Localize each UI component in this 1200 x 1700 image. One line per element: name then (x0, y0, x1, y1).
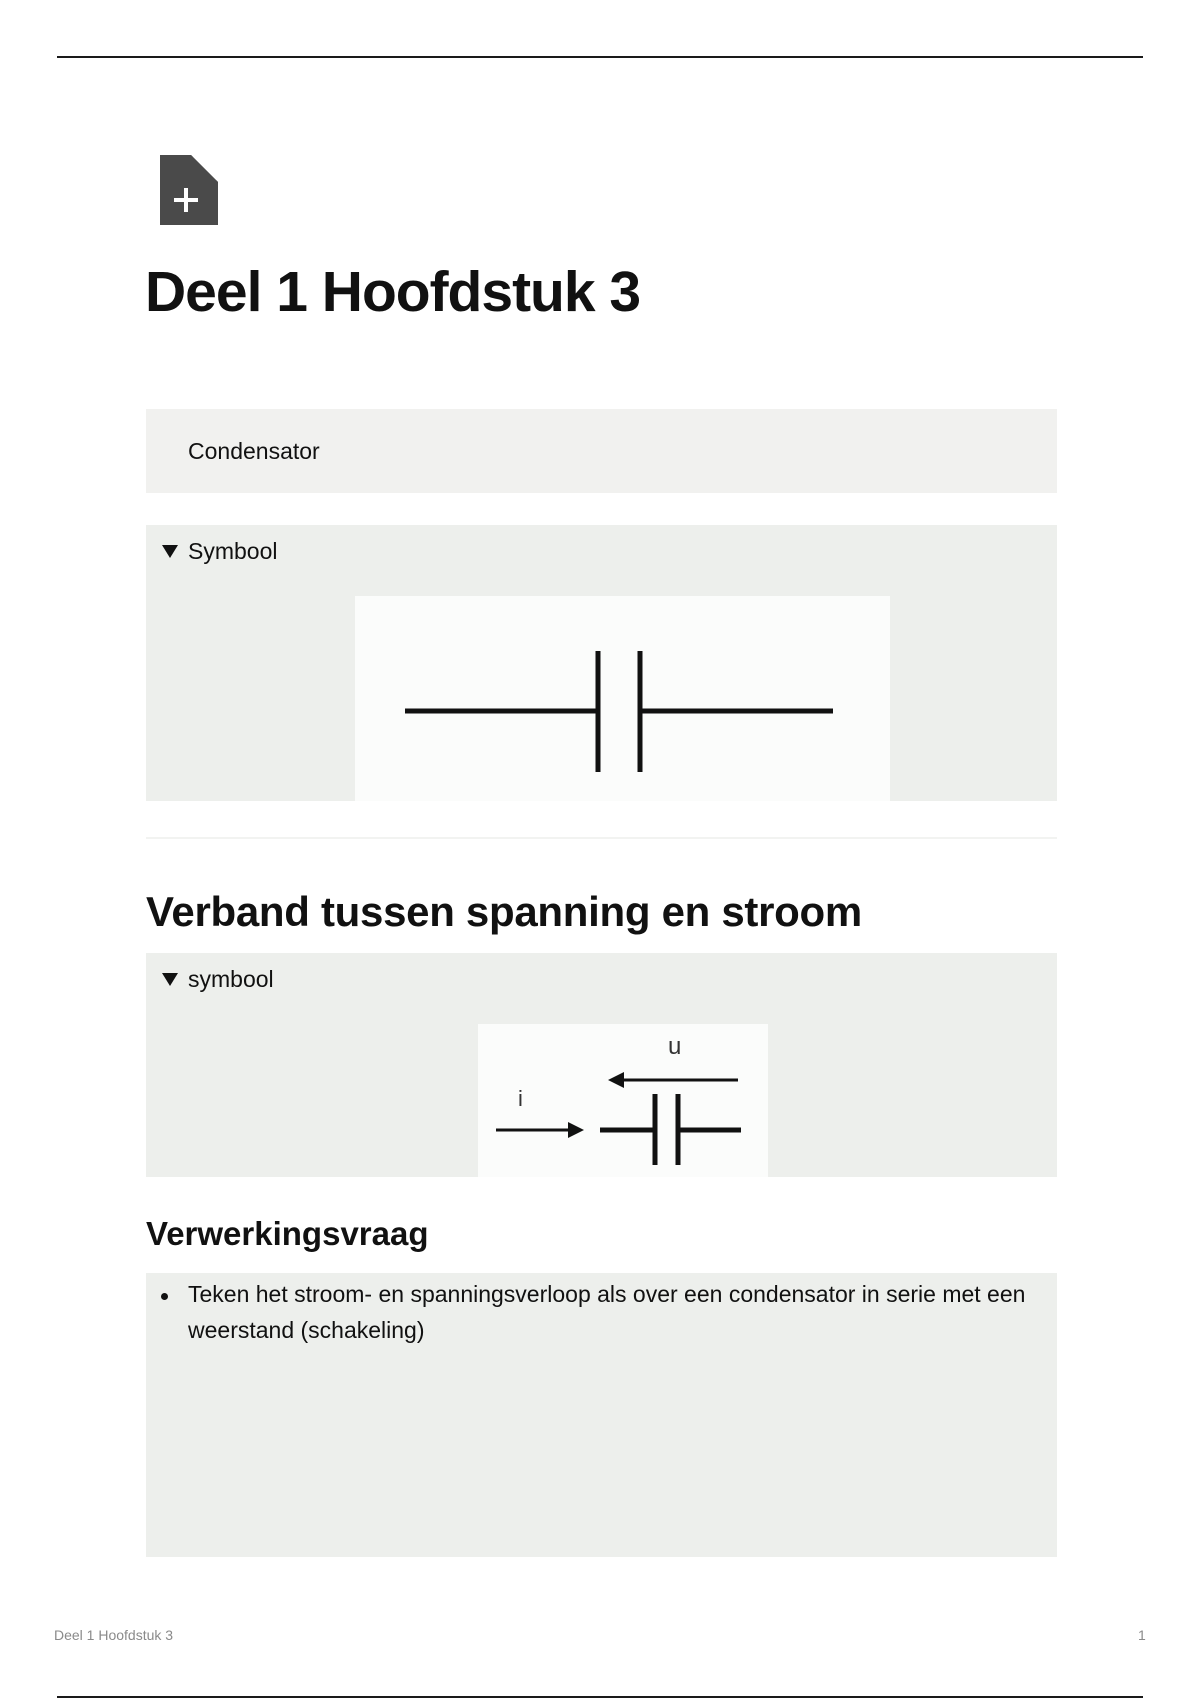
toggle-header[interactable] (162, 965, 274, 993)
callout-text: Condensator (188, 438, 320, 464)
document-add-icon[interactable] (160, 155, 218, 225)
top-rule (57, 56, 1143, 58)
toggle-block-symbool-2 (146, 953, 1057, 1177)
current-label: i (518, 1086, 523, 1111)
bullet-text: Teken het stroom- en spanningsverloop als over een condensator in serie met een weerstand (schakeling) (188, 1281, 1026, 1343)
section-heading: Verband tussen spanning en stroom (146, 888, 862, 935)
toggle-triangle-icon[interactable] (162, 545, 178, 558)
toggle-label: Symbool (188, 538, 278, 564)
bullet-dot (161, 1293, 168, 1300)
toggle-block-symbool (146, 525, 1057, 801)
toggle-header[interactable] (162, 537, 277, 565)
question-block (146, 1273, 1057, 1557)
toggle-label: symbool (188, 966, 274, 992)
divider (146, 837, 1057, 839)
footer-page-number: 1 (1138, 1627, 1146, 1643)
callout-block (146, 409, 1057, 493)
page-title: Deel 1 Hoofdstuk 3 (145, 260, 641, 324)
capacitor-diagram-image (478, 1024, 768, 1177)
voltage-label: u (668, 1033, 682, 1060)
capacitor-symbol-image (355, 596, 890, 801)
subheading: Verwerkingsvraag (146, 1215, 429, 1252)
toggle-triangle-icon[interactable] (162, 973, 178, 986)
bottom-rule (57, 1696, 1143, 1698)
footer-title: Deel 1 Hoofdstuk 3 (54, 1627, 174, 1643)
